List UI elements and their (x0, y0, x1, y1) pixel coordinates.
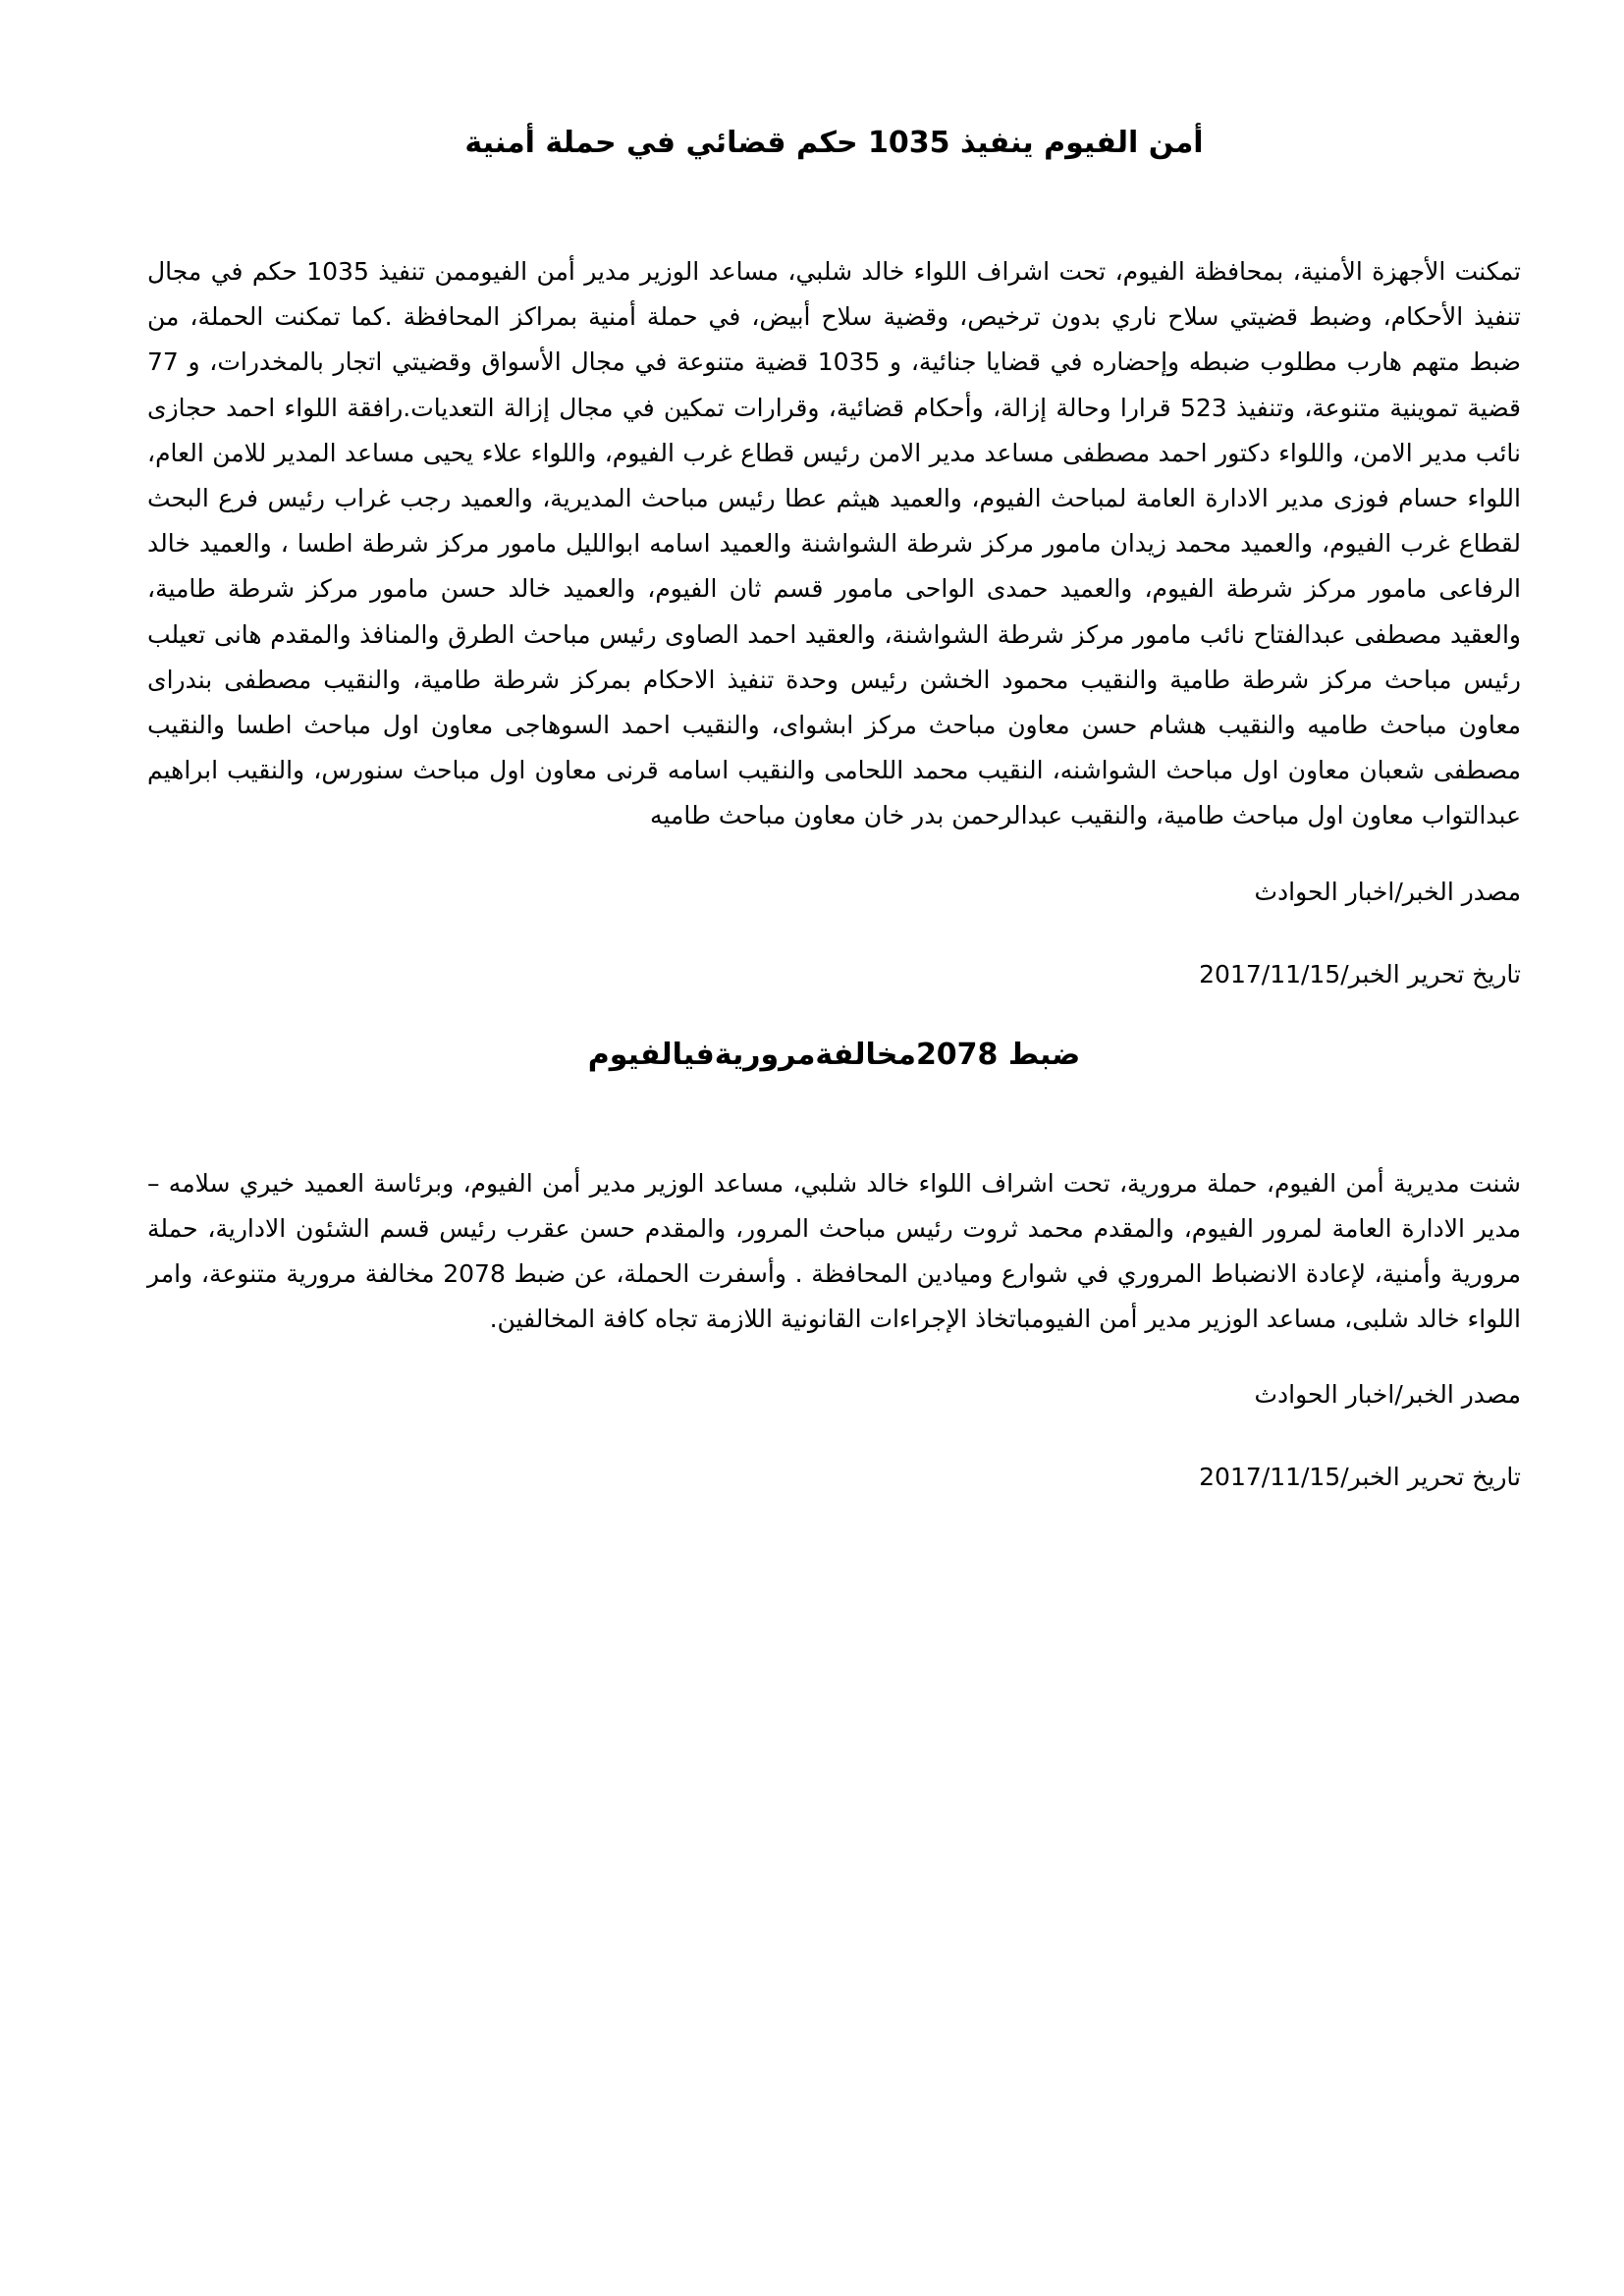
article-title: ضبط 2078مخالفةمروريةفيالفيوم (587, 1037, 1081, 1072)
article-body: تمكنت الأجهزة الأمنية، بمحافظة الفيوم، تحت اشراف اللواء خالد شلبي، مساعد الوزير مدير أمن الفيوممن تنفيذ 1035 حكم في مجال تنفيذ الأحكام، وضبط قضيتي سلاح ناري بدون ترخيص، وقضية سلاح أبيض، في حملة أمنية بمراكز المحافظة .كما تمكنت الحملة، من ضبط متهم هارب مطلوب ضبطه وإحضاره في قضايا جنائية، و 1035 قضية متنوعة في مجال الأسواق وقضيتي اتجار بالمخدرات، و 77 قضية تموينية متنوعة، وتنفيذ 523 قرارا وحالة إزالة، وأحكام قضائية، وقرارات تمكين في مجال إزالة التعديات.رافقة اللواء احمد حجازى نائب مدير الامن، واللواء دكتور احمد مصطفى مساعد مدير الامن رئيس قطاع غرب الفيوم، واللواء علاء يحيى مساعد المدير للامن العام، اللواء حسام فوزى مدير الادارة العامة لمباحث الفيوم، والعميد هيثم عطا رئيس مباحث المديرية، والعميد رجب غراب رئيس فرع البحث لقطاع غرب الفيوم، والعميد محمد زيدان مامور مركز شرطة الشواشنة والعميد اسامه ابوالليل مامور مركز شرطة اطسا ، والعميد خالد الرفاعى مامور مركز شرطة الفيوم، والعميد حمدى الواحى مامور قسم ثان الفيوم، والعميد خالد حسن مامور مركز شرطة طامية، والعقيد مصطفى عبدالفتاح نائب مامور مركز شرطة الشواشنة، والعقيد احمد الصاوى رئيس مباحث الطرق والمنافذ والمقدم هانى تعيلب رئيس مباحث مركز شرطة طامية والنقيب محمود الخشن رئيس وحدة تنفيذ الاحكام بمركز شرطة طامية، والنقيب مصطفى بندراى معاون مباحث طاميه والنقيب هشام حسن معاون مباحث مركز ابشواى، والنقيب احمد السوهاجى معاون اول مباحث اطسا والنقيب مصطفى شعبان معاون اول مباحث الشواشنه، النقيب محمد اللحامى والنقيب اسامه قرنى معاون اول مباحث سنورس، والنقيب ابراهيم عبدالتواب معاون اول مباحث طامية، والنقيب عبدالرحمن بدر خان معاون مباحث طاميه (147, 257, 1522, 830)
article-title: أمن الفيوم ينفيذ 1035 حكم قضائي في حملة أمنية (464, 126, 1204, 160)
date-label: تاريخ تحرير الخبر/ (1340, 959, 1521, 988)
article-security-campaign (147, 124, 1521, 994)
news-source: مصدر الخبر/اخبار الحوادث (1254, 877, 1521, 906)
article-traffic-campaign (147, 1036, 1521, 1498)
date-value: 2017/11/15 (1199, 959, 1341, 988)
news-date (147, 955, 1521, 994)
news-source: مصدر الخبر/اخبار الحوادث (1254, 1380, 1521, 1410)
article-body: شنت مديرية أمن الفيوم، حملة مرورية، تحت اشراف اللواء خالد شلبي، مساعد الوزير مدير أمن الفيوم، وبرئاسة العميد خيري سلامه – مدير الادارة العامة لمرور الفيوم، والمقدم محمد ثروت رئيس مباحث المرور، والمقدم حسن عقرب رئيس قسم الشئون الادارية، حملة مرورية وأمنية، لإعادة الانضباط المروري في شوارع وميادين المحافظة . وأسفرت الحملة، عن ضبط 2078 مخالفة مرورية متنوعة، وامر اللواء خالد شلبى، مساعد الوزير مدير أمن الفيومباتخاذ الإجراءات القانونية اللازمة تجاه كافة المخالفين. (147, 1168, 1521, 1334)
date-label: تاريخ تحرير الخبر/ (1340, 1463, 1521, 1492)
news-date (147, 1458, 1521, 1497)
date-value: 2017/11/15 (1199, 1463, 1341, 1492)
